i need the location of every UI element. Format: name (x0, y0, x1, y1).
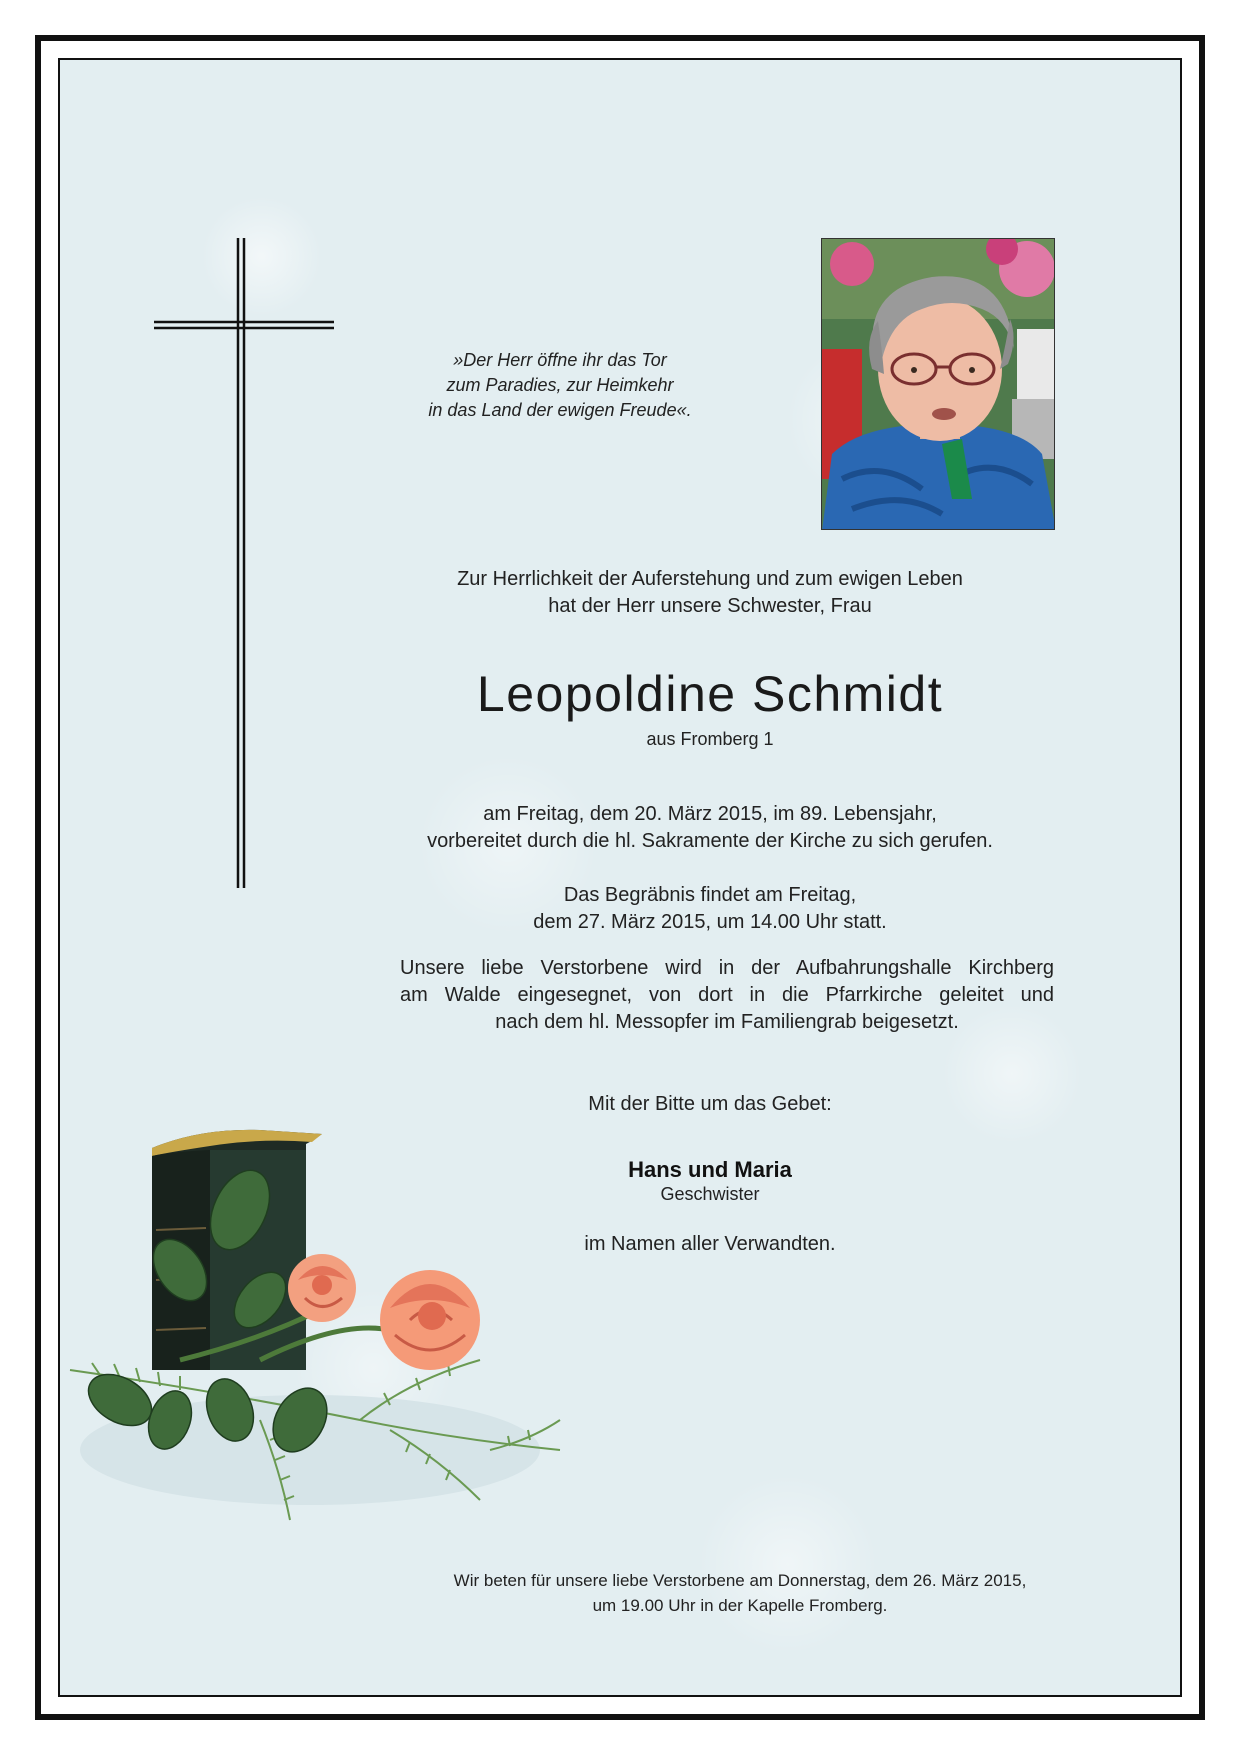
blessing-line: nach dem hl. Messopfer im Familiengrab beigesetzt. (495, 1011, 959, 1033)
deceased-origin: aus Fromberg 1 (646, 729, 774, 749)
vigil-info (360, 1568, 1120, 1618)
intro-line: hat der Herr unsere Schwester, Frau (548, 595, 872, 617)
death-info (360, 801, 1060, 855)
blessing-line: am Walde eingesegnet, von dort in die Pfarrkirche geleitet und (400, 984, 1054, 1006)
blessing-line: Unsere liebe Verstorbene wird in der Aufbahrungshalle Kirchberg (400, 957, 1054, 979)
quote-line: zum Paradies, zur Heimkehr (446, 375, 674, 395)
funeral-line: Das Begräbnis findet am Freitag, (563, 884, 857, 906)
mourner-relation: Geschwister (660, 1184, 760, 1204)
quote-line: »Der Herr öffne ihr das Tor (453, 350, 667, 370)
intro-text (360, 566, 1060, 620)
death-info-line: vorbereitet durch die hl. Sakramente der Kirche zu sich gerufen. (427, 830, 993, 852)
book-and-roses-illustration (60, 1120, 620, 1540)
relatives-note: im Namen aller Verwandten. (584, 1233, 836, 1255)
funeral-line: dem 27. März 2015, um 14.00 Uhr statt. (533, 911, 887, 933)
vigil-line: um 19.00 Uhr in der Kapelle Fromberg. (592, 1596, 888, 1615)
mourner-names: Hans und Maria (628, 1157, 792, 1182)
vigil-line: Wir beten für unsere liebe Verstorbene am Donnerstag, dem 26. März 2015, (453, 1571, 1027, 1590)
bible-quote (390, 348, 730, 423)
deceased-name: Leopoldine Schmidt (476, 666, 944, 722)
blessing-info (400, 955, 1054, 1036)
funeral-info (360, 882, 1060, 936)
quote-line: in das Land der ewigen Freude«. (428, 400, 692, 420)
intro-line: Zur Herrlichkeit der Auferstehung und zum ewigen Leben (457, 568, 963, 590)
cross-icon (154, 238, 334, 888)
outer-frame (35, 35, 1205, 1720)
obituary-card (58, 58, 1182, 1697)
prayer-request: Mit der Bitte um das Gebet: (588, 1093, 832, 1115)
death-info-line: am Freitag, dem 20. März 2015, im 89. Lebensjahr, (483, 803, 937, 825)
portrait-photo (821, 238, 1055, 530)
